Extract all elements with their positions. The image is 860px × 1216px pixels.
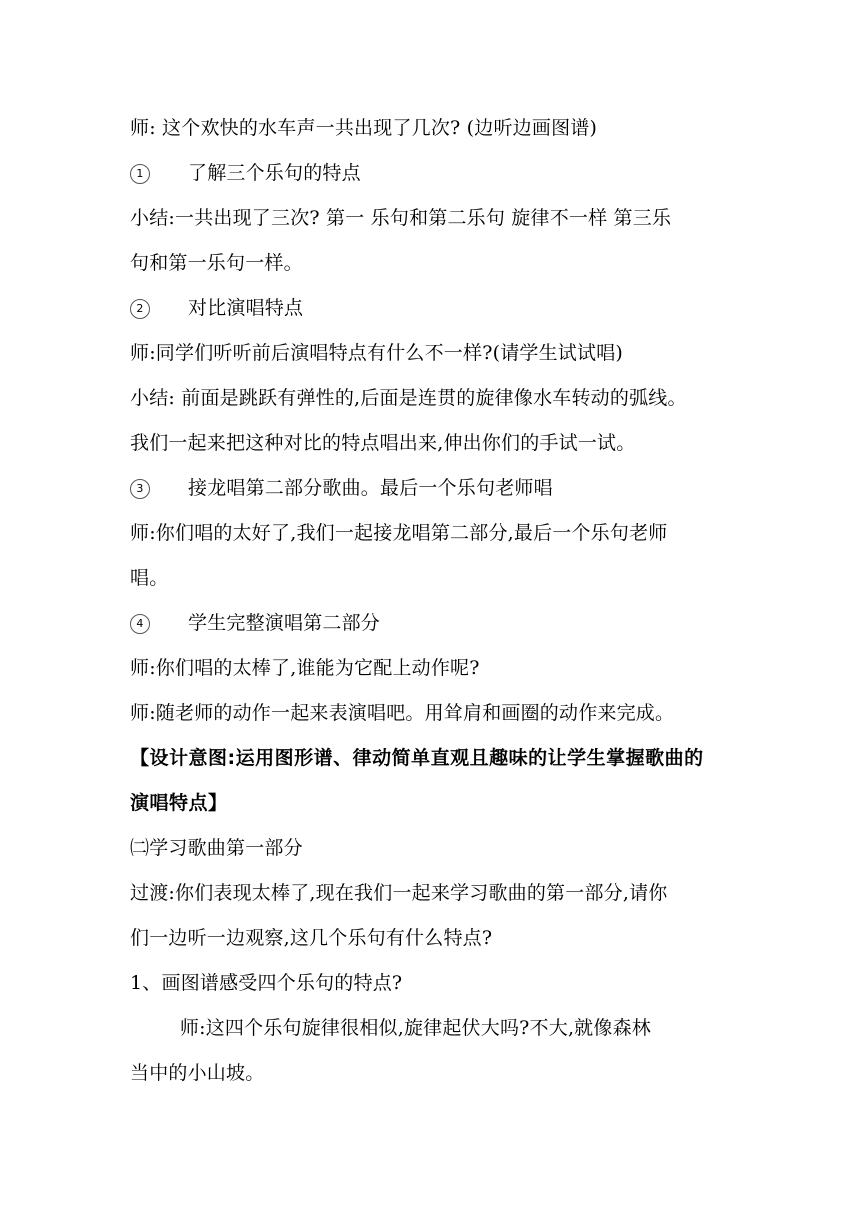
step-number-circle: 1 <box>130 164 150 184</box>
paragraph-teacher: 师:同学们听听前后演唱特点有什么不一样?(请学生试试唱) <box>130 342 624 364</box>
paragraph-transition-cont: 们一边听一边观察,这几个乐句有什么特点? <box>130 927 493 949</box>
paragraph-summary: 小结:一共出现了三次? 第一 乐句和第二乐句 旋律不一样 第三乐 <box>130 207 672 229</box>
paragraph-teacher-4: 师:随老师的动作一起来表演唱吧。用耸肩和画圈的动作来完成。 <box>130 702 675 724</box>
step-text: 接龙唱第二部分歌曲。最后一个乐句老师唱 <box>188 477 553 499</box>
design-intent: 【设计意图:运用图形谱、律动简单直观且趣味的让学生掌握歌曲的 <box>130 747 704 769</box>
step-text: 了解三个乐句的特点 <box>188 162 361 184</box>
paragraph-teacher-2-cont: 唱。 <box>130 567 169 589</box>
list-item-1: 1、画图谱感受四个乐句的特点? <box>130 972 403 994</box>
paragraph-teacher-5: 师:这四个乐句旋律很相似,旋律起伏大吗?不大,就像森林 <box>130 1017 651 1039</box>
step-text: 对比演唱特点 <box>188 297 304 319</box>
step-2 <box>130 296 740 320</box>
paragraph-teacher-5-cont: 当中的小山坡。 <box>130 1062 265 1084</box>
step-4 <box>130 611 740 635</box>
design-intent-cont: 演唱特点】 <box>130 792 228 814</box>
paragraph-summary-2: 小结: 前面是跳跃有弹性的,后面是连贯的旋律像水车转动的弧线。 <box>130 387 687 409</box>
step-number-circle: 4 <box>130 614 150 634</box>
step-text: 学生完整演唱第二部分 <box>188 612 381 634</box>
paragraph-summary-2-cont: 我们一起来把这种对比的特点唱出来,伸出你们的手试一试。 <box>130 432 636 454</box>
section-heading: ㈡学习歌曲第一部分 <box>130 837 303 859</box>
paragraph-teacher-question: 师: 这个欢快的水车声一共出现了几次? (边听边画图谱) <box>130 117 598 139</box>
step-number-circle: 3 <box>130 479 150 499</box>
paragraph-summary-cont: 句和第一乐句一样。 <box>130 252 303 274</box>
step-3 <box>130 476 740 500</box>
paragraph-teacher-3: 师:你们唱的太棒了,谁能为它配上动作呢? <box>130 657 480 679</box>
step-number-circle: 2 <box>130 299 150 319</box>
step-1 <box>130 161 740 185</box>
paragraph-teacher-2: 师:你们唱的太好了,我们一起接龙唱第二部分,最后一个乐句老师 <box>130 522 668 544</box>
paragraph-transition: 过渡:你们表现太棒了,现在我们一起来学习歌曲的第一部分,请你 <box>130 882 668 904</box>
